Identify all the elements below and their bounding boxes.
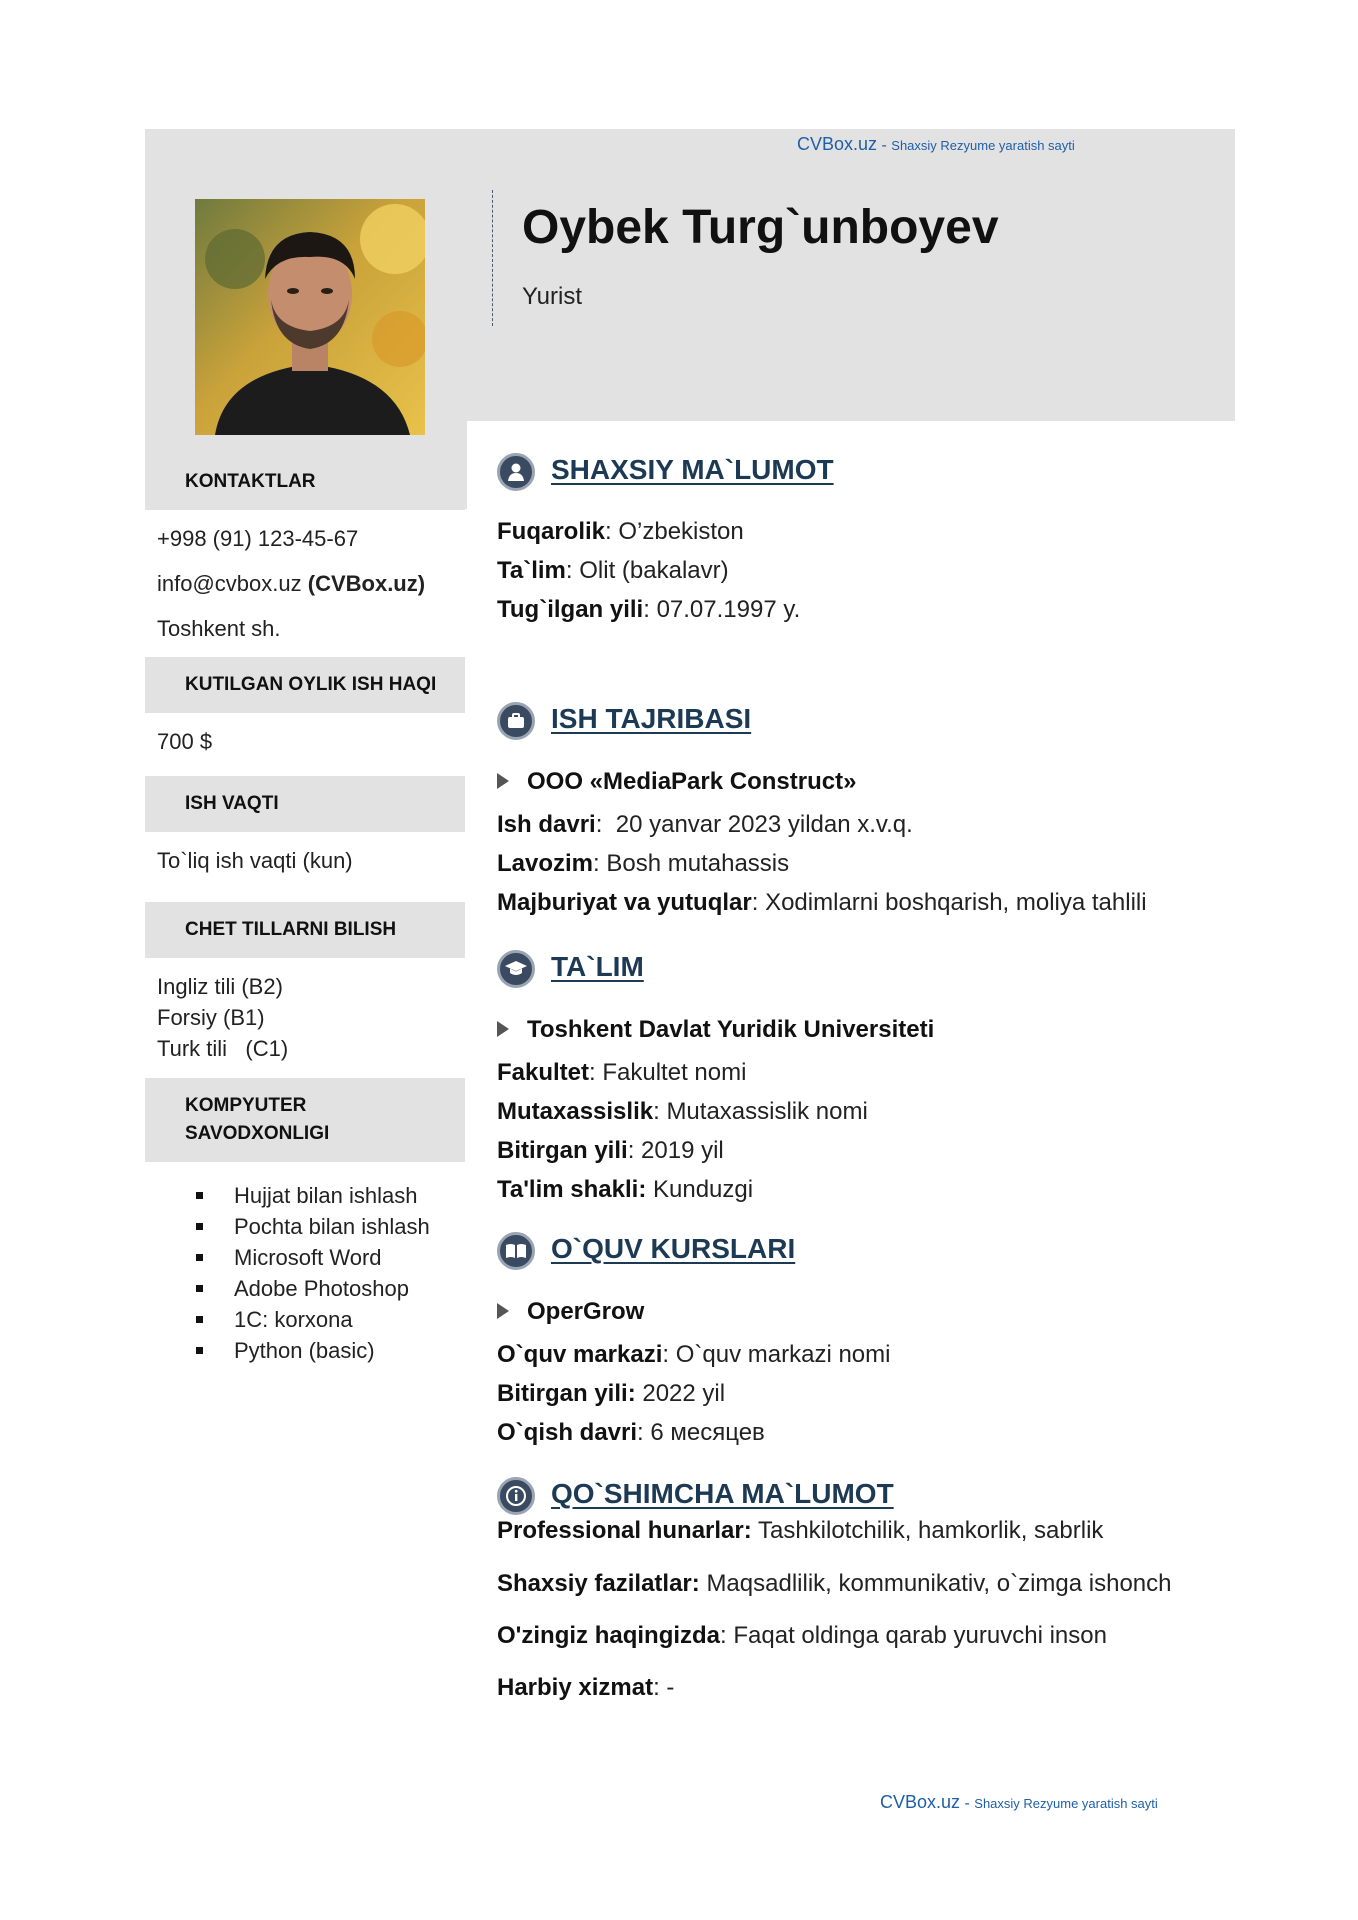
- triangle-right-icon: [497, 773, 509, 789]
- period-label: Ish davri: [497, 811, 596, 838]
- brand-tagline: Shaxsiy Rezyume yaratish sayti: [974, 1796, 1158, 1811]
- course-line: [497, 1298, 644, 1326]
- computer-heading: [145, 1078, 465, 1162]
- qualities-line: [497, 1570, 1172, 1598]
- additional-heading: QO`SHIMCHA MA`LUMOT: [551, 1478, 894, 1509]
- list-item: [196, 1242, 430, 1273]
- grad-year-value: 2019 yil: [641, 1137, 724, 1164]
- language-item: Turk tili (C1): [157, 1036, 289, 1061]
- brand-site: CVBox.uz: [880, 1792, 961, 1812]
- faculty-label: Fakultet: [497, 1059, 590, 1086]
- grad-year-label: Bitirgan yili: [497, 1137, 628, 1164]
- duration-value: 6 месяцев: [650, 1419, 765, 1446]
- bullet-icon: [196, 1254, 203, 1261]
- book-icon: [497, 1232, 535, 1270]
- brand-site: CVBox.uz: [797, 134, 878, 154]
- citizenship-label: Fuqarolik: [497, 518, 606, 545]
- list-item: [196, 1304, 430, 1335]
- contact-email-line: [157, 571, 425, 597]
- computer-heading-line2: SAVODXONLIGI: [185, 1123, 330, 1144]
- education-level-value: Olit (bakalavr): [579, 557, 729, 584]
- course-grad-value: 2022 yil: [642, 1380, 726, 1407]
- skill-label: Hujjat bilan ishlash: [234, 1183, 418, 1208]
- profile-photo: [195, 199, 425, 435]
- brand-separator: -: [964, 1795, 970, 1812]
- military-label: Harbiy xizmat: [497, 1674, 654, 1701]
- duties-label: Majburiyat va yutuqlar: [497, 889, 752, 916]
- personal-heading: SHAXSIY MA`LUMOT: [551, 454, 834, 485]
- work-time-heading: ISH VAQTI: [145, 776, 465, 832]
- position-label: Lavozim: [497, 850, 594, 877]
- avatar: [195, 199, 425, 435]
- course-grad-line: [497, 1380, 725, 1408]
- bullet-icon: [196, 1223, 203, 1230]
- brand-separator: -: [881, 137, 887, 154]
- skills-value: Tashkilotchilik, hamkorlik, sabrlik: [757, 1517, 1104, 1544]
- contact-email-note: (CVBox.uz): [307, 571, 426, 596]
- period-value: 20 yanvar 2023 yildan x.v.q.: [615, 811, 913, 838]
- university-name: Toshkent Davlat Yuridik Universiteti: [527, 1016, 935, 1043]
- computer-heading-line1: KOMPYUTER: [185, 1095, 307, 1116]
- qualities-label: Shaxsiy fazilatlar:: [497, 1570, 700, 1597]
- qualities-value: Maqsadlilik, kommunikativ, o`zimga ishonch: [706, 1570, 1172, 1597]
- brand-tagline: Shaxsiy Rezyume yaratish sayti: [891, 138, 1075, 153]
- center-line: O`quv markazi: O`quv markazi nomi: [497, 1341, 891, 1368]
- skill-label: Pochta bilan ishlash: [234, 1214, 430, 1239]
- skill-label: Adobe Photoshop: [234, 1276, 409, 1301]
- contact-city: Toshkent sh.: [157, 616, 281, 641]
- graduation-cap-icon: [497, 950, 535, 988]
- birth-value: 07.07.1997 y.: [656, 596, 801, 623]
- about-value: Faqat oldinga qarab yuruvchi inson: [733, 1622, 1107, 1649]
- birth-line: Tug`ilgan yili: 07.07.1997 y.: [497, 596, 801, 623]
- bullet-icon: [196, 1347, 203, 1354]
- education-level-line: Ta`lim: Olit (bakalavr): [497, 557, 729, 584]
- computer-skills-list: [196, 1180, 430, 1366]
- contact-email: info@cvbox.uz: [157, 571, 302, 596]
- brand-footer: [880, 1792, 1158, 1813]
- user-icon: [497, 453, 535, 491]
- list-item: [196, 1273, 430, 1304]
- info-icon: [497, 1477, 535, 1515]
- center-label: O`quv markazi: [497, 1341, 663, 1368]
- triangle-right-icon: [497, 1021, 509, 1037]
- bullet-icon: [196, 1316, 203, 1323]
- position-line: Lavozim: Bosh mutahassis: [497, 850, 790, 877]
- list-item: [196, 1180, 430, 1211]
- skill-label: Microsoft Word: [234, 1245, 382, 1270]
- duration-line: O`qish davri: 6 месяцев: [497, 1419, 765, 1446]
- list-item: [196, 1211, 430, 1242]
- about-line: O'zingiz haqingizda: Faqat oldinga qarab yuruvchi inson: [497, 1622, 1107, 1649]
- position-value: Bosh mutahassis: [606, 850, 790, 877]
- center-value: O`quv markazi nomi: [675, 1341, 891, 1368]
- specialty-label: Mutaxassislik: [497, 1098, 654, 1125]
- university-line: [497, 1016, 934, 1044]
- bullet-icon: [196, 1285, 203, 1292]
- specialty-value: Mutaxassislik nomi: [666, 1098, 868, 1125]
- specialty-line: Mutaxassislik: Mutaxassislik nomi: [497, 1098, 868, 1125]
- contacts-heading: KONTAKTLAR: [145, 454, 465, 510]
- faculty-line: Fakultet: Fakultet nomi: [497, 1059, 747, 1086]
- languages-heading: CHET TILLARNI BILISH: [145, 902, 465, 958]
- candidate-name: Oybek Turg`unboyev: [522, 201, 999, 254]
- header-band-right: [467, 129, 1235, 421]
- courses-heading: O`QUV KURSLARI: [551, 1233, 796, 1264]
- grad-year-line: Bitirgan yili: 2019 yil: [497, 1137, 724, 1164]
- list-item: [196, 1335, 430, 1366]
- experience-heading: ISH TAJRIBASI: [551, 703, 752, 734]
- language-item: Forsiy (B1): [157, 1005, 265, 1030]
- study-form-label: Ta'lim shakli:: [497, 1176, 647, 1203]
- birth-label: Tug`ilgan yili: [497, 596, 644, 623]
- duties-line: Majburiyat va yutuqlar: Xodimlarni boshqarish, moliya tahlili: [497, 889, 1147, 916]
- salary-heading: KUTILGAN OYLIK ISH HAQI: [145, 657, 465, 713]
- duties-value: Xodimlarni boshqarish, moliya tahlili: [765, 889, 1147, 916]
- education-heading: TA`LIM: [551, 951, 644, 982]
- skill-label: 1C: korxona: [234, 1307, 353, 1332]
- skill-label: Python (basic): [234, 1338, 375, 1363]
- language-item: Ingliz tili (B2): [157, 974, 283, 999]
- period-line: Ish davri: 20 yanvar 2023 yildan x.v.q.: [497, 811, 913, 838]
- citizenship-value: O’zbekiston: [618, 518, 744, 545]
- course-name: OperGrow: [527, 1298, 645, 1325]
- work-time-value: To`liq ish vaqti (kun): [157, 848, 353, 873]
- about-label: O'zingiz haqingizda: [497, 1622, 721, 1649]
- bullet-icon: [196, 1192, 203, 1199]
- brand-header: [797, 134, 1075, 155]
- course-grad-label: Bitirgan yili:: [497, 1380, 636, 1407]
- citizenship-line: Fuqarolik: O’zbekiston: [497, 518, 744, 545]
- briefcase-icon: [497, 702, 535, 740]
- candidate-role: Yurist: [522, 283, 583, 310]
- contact-phone: +998 (91) 123-45-67: [157, 526, 359, 551]
- education-level-label: Ta`lim: [497, 557, 566, 584]
- company-name: OOO «MediaPark Construct»: [527, 768, 857, 795]
- triangle-right-icon: [497, 1303, 509, 1319]
- salary-value: 700 $: [157, 729, 213, 754]
- military-line: Harbiy xizmat: -: [497, 1674, 675, 1701]
- duration-label: O`qish davri: [497, 1419, 638, 1446]
- study-form-line: [497, 1176, 753, 1204]
- skills-label: Professional hunarlar:: [497, 1517, 752, 1544]
- skills-line: [497, 1517, 1103, 1545]
- company-line: [497, 768, 856, 796]
- header-divider: [492, 190, 493, 326]
- study-form-value: Kunduzgi: [652, 1176, 754, 1203]
- faculty-value: Fakultet nomi: [602, 1059, 747, 1086]
- military-value: -: [666, 1674, 675, 1701]
